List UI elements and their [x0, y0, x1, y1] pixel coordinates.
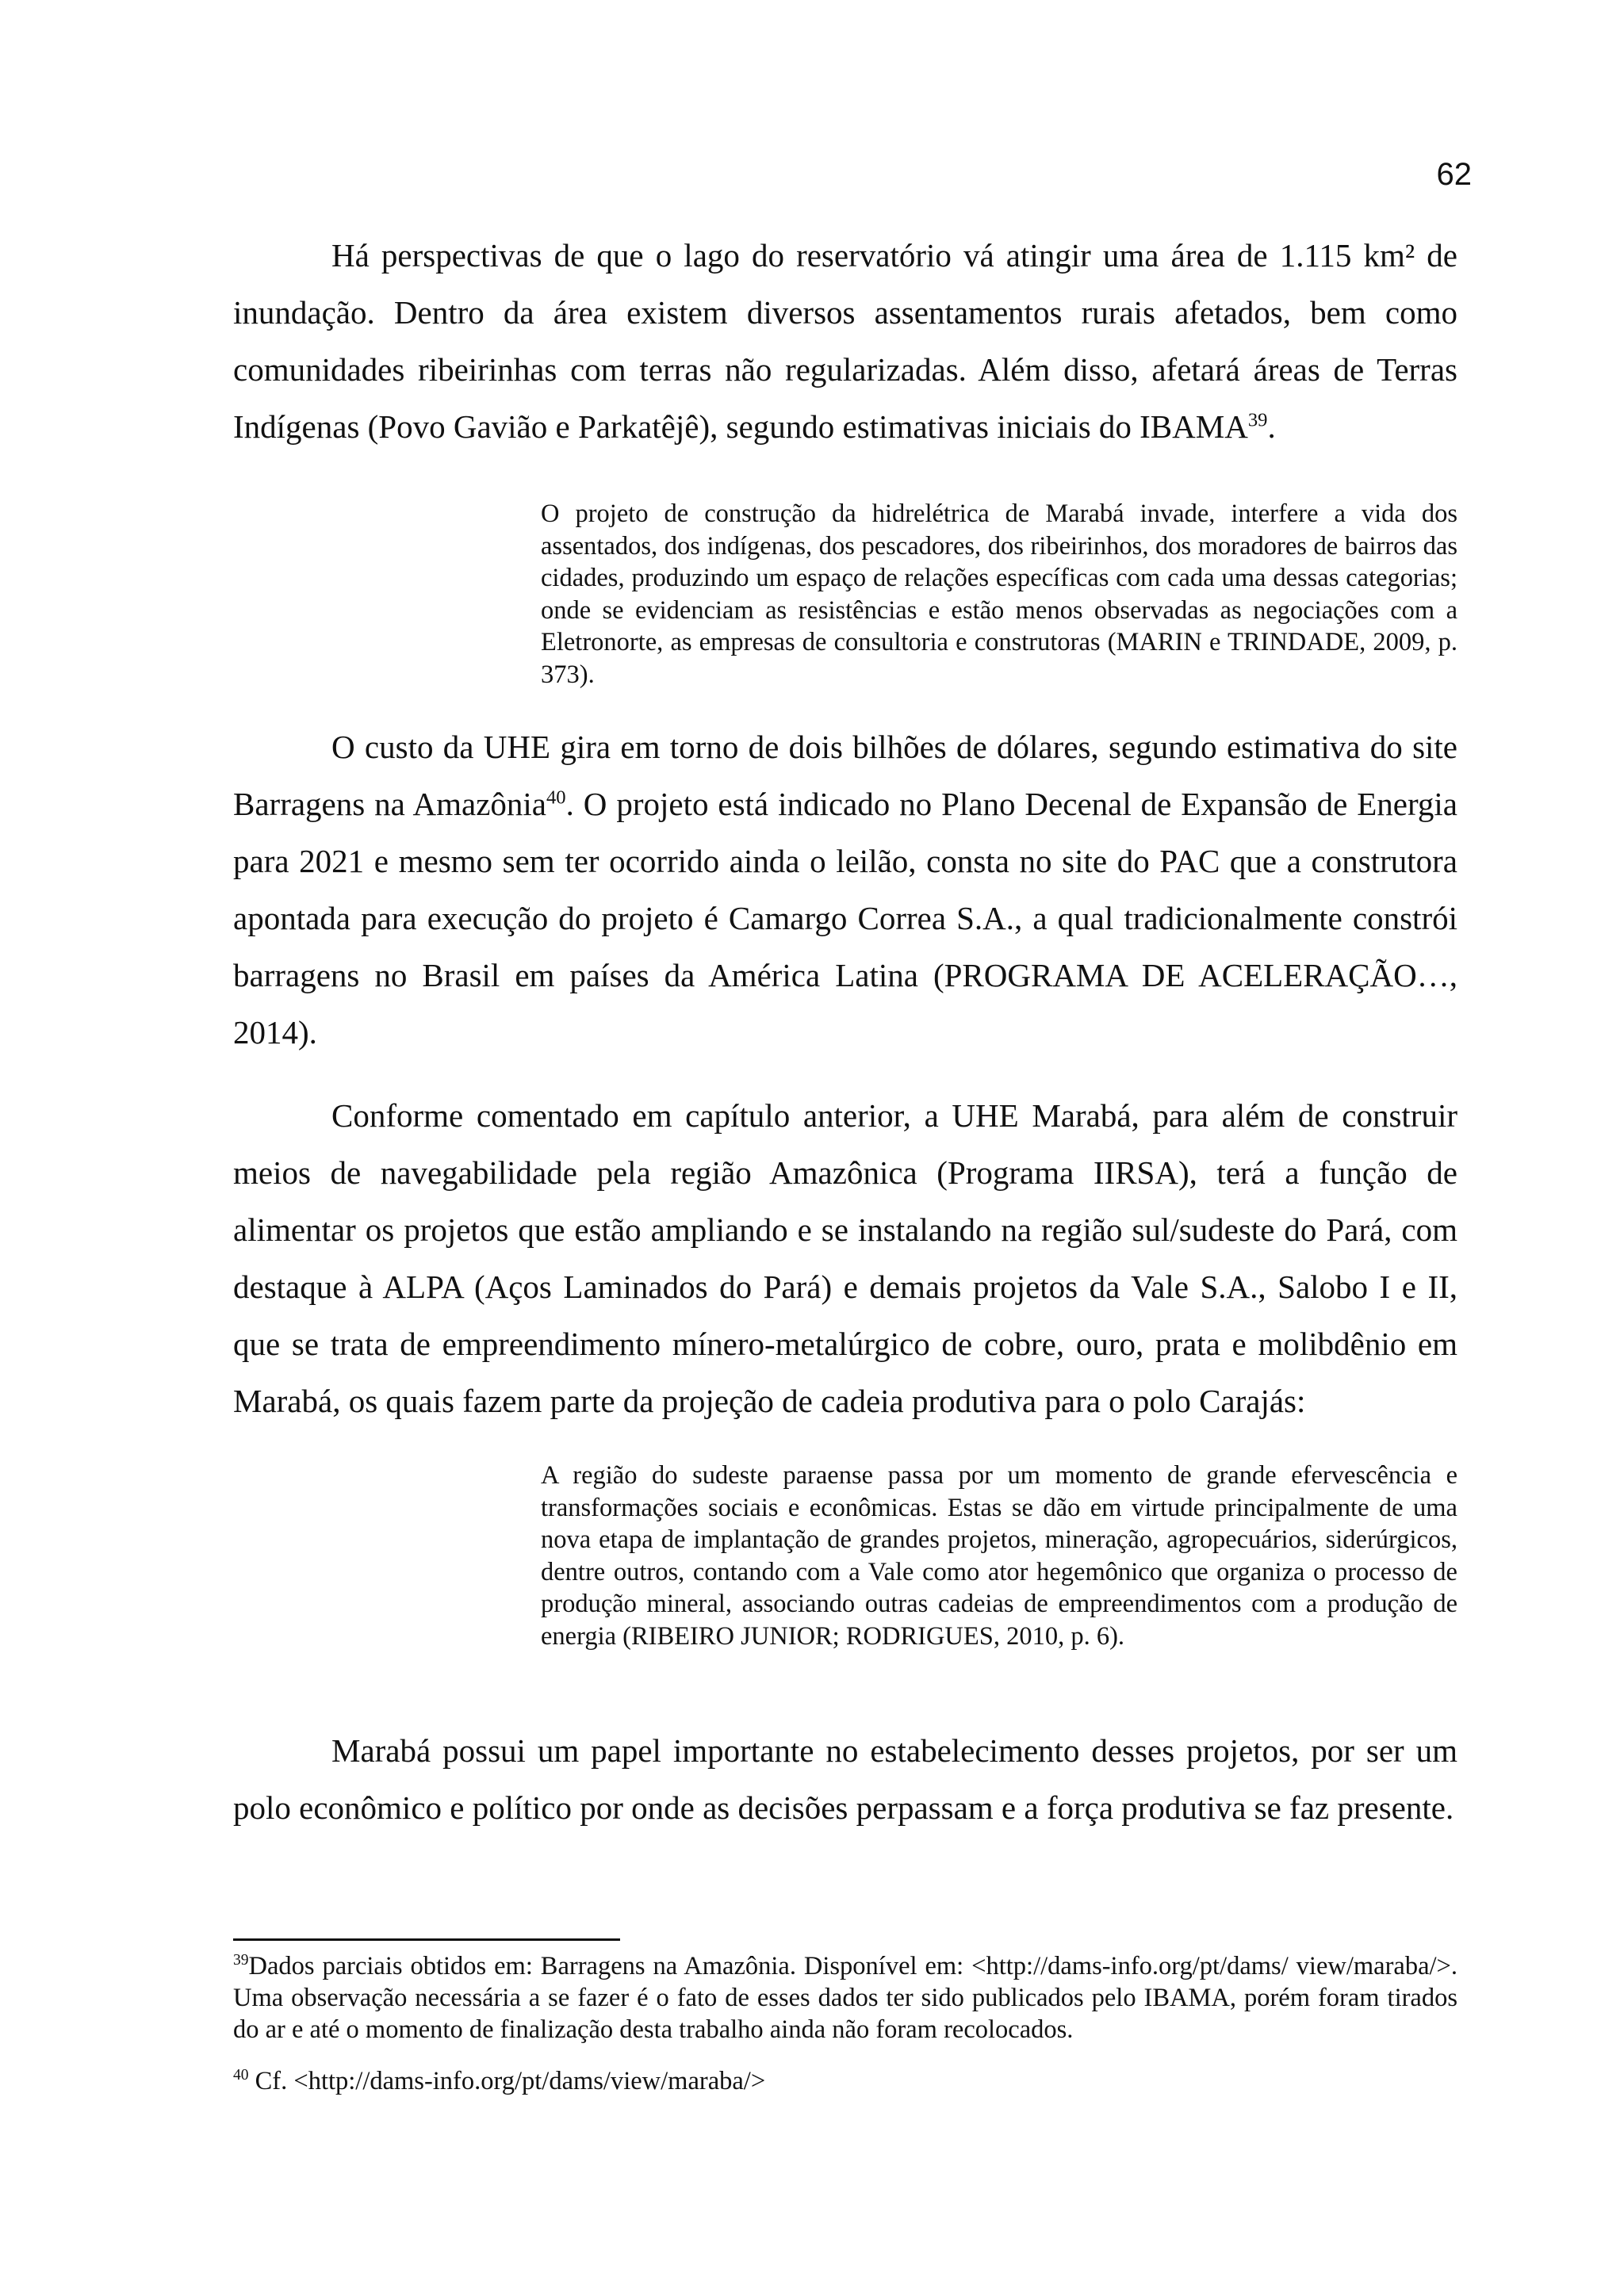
block-quote-2: A região do sudeste paraense passa por um momento de grande efervescência e transformações sociais e econômicas. Estas se dão em virtude principalmente de uma nova etapa de implantação de grandes projetos, mineração, agropecuários, siderúrgicos, dentre outros, contando com a Vale como ator hegemônico que organiza o processo de produção mineral, associando outras cadeias de empreendimentos com a produção de energia (RIBEIRO JUNIOR; RODRIGUES, 2010, p. 6). — [541, 1461, 1457, 1651]
body-paragraph-3-text: Conforme comentado em capítulo anterior, a UHE Marabá, para além de construir meios de navegabilidade pela região Amazônica (Programa IIRSA), terá a função de alimentar os projetos que estão ampliando e se instalando na região sul/sudeste do Pará, com destaque à ALPA (Aços Laminados do Pará) e demais projetos da Vale S.A., Salobo I e II, que se trata de empreendimento mínero-metalúrgico de cobre, ouro, prata e molibdênio em Marabá, os quais fazem parte da projeção de cadeia produtiva para o polo Carajás: — [233, 1097, 1457, 1419]
body-paragraph-1 — [233, 227, 1457, 455]
body-paragraph-4-text: Marabá possui um papel importante no estabelecimento desses projetos, por ser um polo econômico e político por onde as decisões perpassam e a força produtiva se faz presente. — [233, 1732, 1457, 1826]
body-paragraph-3 — [233, 1087, 1457, 1429]
footnote-40-text: Cf. <http://dams-info.org/pt/dams/view/maraba/> — [248, 2067, 766, 2095]
footnote-ref-40[interactable]: 40 — [546, 786, 566, 809]
footnote-mark-40: 40 — [233, 2067, 249, 2084]
footnote-separator — [233, 1938, 620, 1941]
footnote-39-text: Dados parciais obtidos em: Barragens na Amazônia. Disponível em: <http://dams-info.org/pt/dams/ view/maraba/>. Uma observação necessária a se fazer é o fato de esses dados ter sido publicados pelo IBAMA, porém foram tirados do ar e até o momento de finalização desta trabalho ainda não foram recolocados. — [233, 1952, 1457, 2044]
body-paragraph-1-tail: . — [1267, 408, 1276, 445]
body-paragraph-1-text: Há perspectivas de que o lago do reservatório vá atingir uma área de 1.115 km² de inundação. Dentro da área existem diversos assentamentos rurais afetados, bem como comunidades ribeirinhas com terras não regularizadas. Além disso, afetará áreas de Terras Indígenas (Povo Gavião e Parkatêjê), segundo estimativas iniciais do IBAMA — [233, 237, 1457, 445]
block-quote-1: O projeto de construção da hidrelétrica de Marabá invade, interfere a vida dos assentados, dos indígenas, dos pescadores, dos ribeirinhos, dos moradores de bairros das cidades, produzindo um espaço de relações específicas com cada uma dessas categorias; onde se evidenciam as resistências e estão menos observadas as negociações com a Eletronorte, as empresas de consultoria e construtoras (MARIN e TRINDADE, 2009, p. 373). — [541, 499, 1457, 689]
footnote-40 — [233, 2065, 1457, 2097]
footnote-ref-39[interactable]: 39 — [1247, 409, 1268, 431]
footnote-mark-39: 39 — [233, 1952, 249, 1969]
page-number: 62 — [1436, 157, 1472, 192]
body-paragraph-4 — [233, 1722, 1457, 1836]
footnote-39 — [233, 1950, 1457, 2045]
body-paragraph-2-text-after: . O projeto está indicado no Plano Decenal de Expansão de Energia para 2021 e mesmo sem ter ocorrido ainda o leilão, consta no site do PAC que a construtora apontada para execução do projeto é Camargo Correa S.A., a qual tradicionalmente constrói barragens no Brasil em países da América Latina (PROGRAMA DE ACELERAÇÃO…, 2014). — [233, 786, 1457, 1050]
body-paragraph-2-text-before: O custo da UHE gira em torno de dois bilhões de dólares, segundo estimativa do site Barragens na Amazônia — [233, 729, 1457, 822]
body-paragraph-2 — [233, 718, 1457, 1061]
